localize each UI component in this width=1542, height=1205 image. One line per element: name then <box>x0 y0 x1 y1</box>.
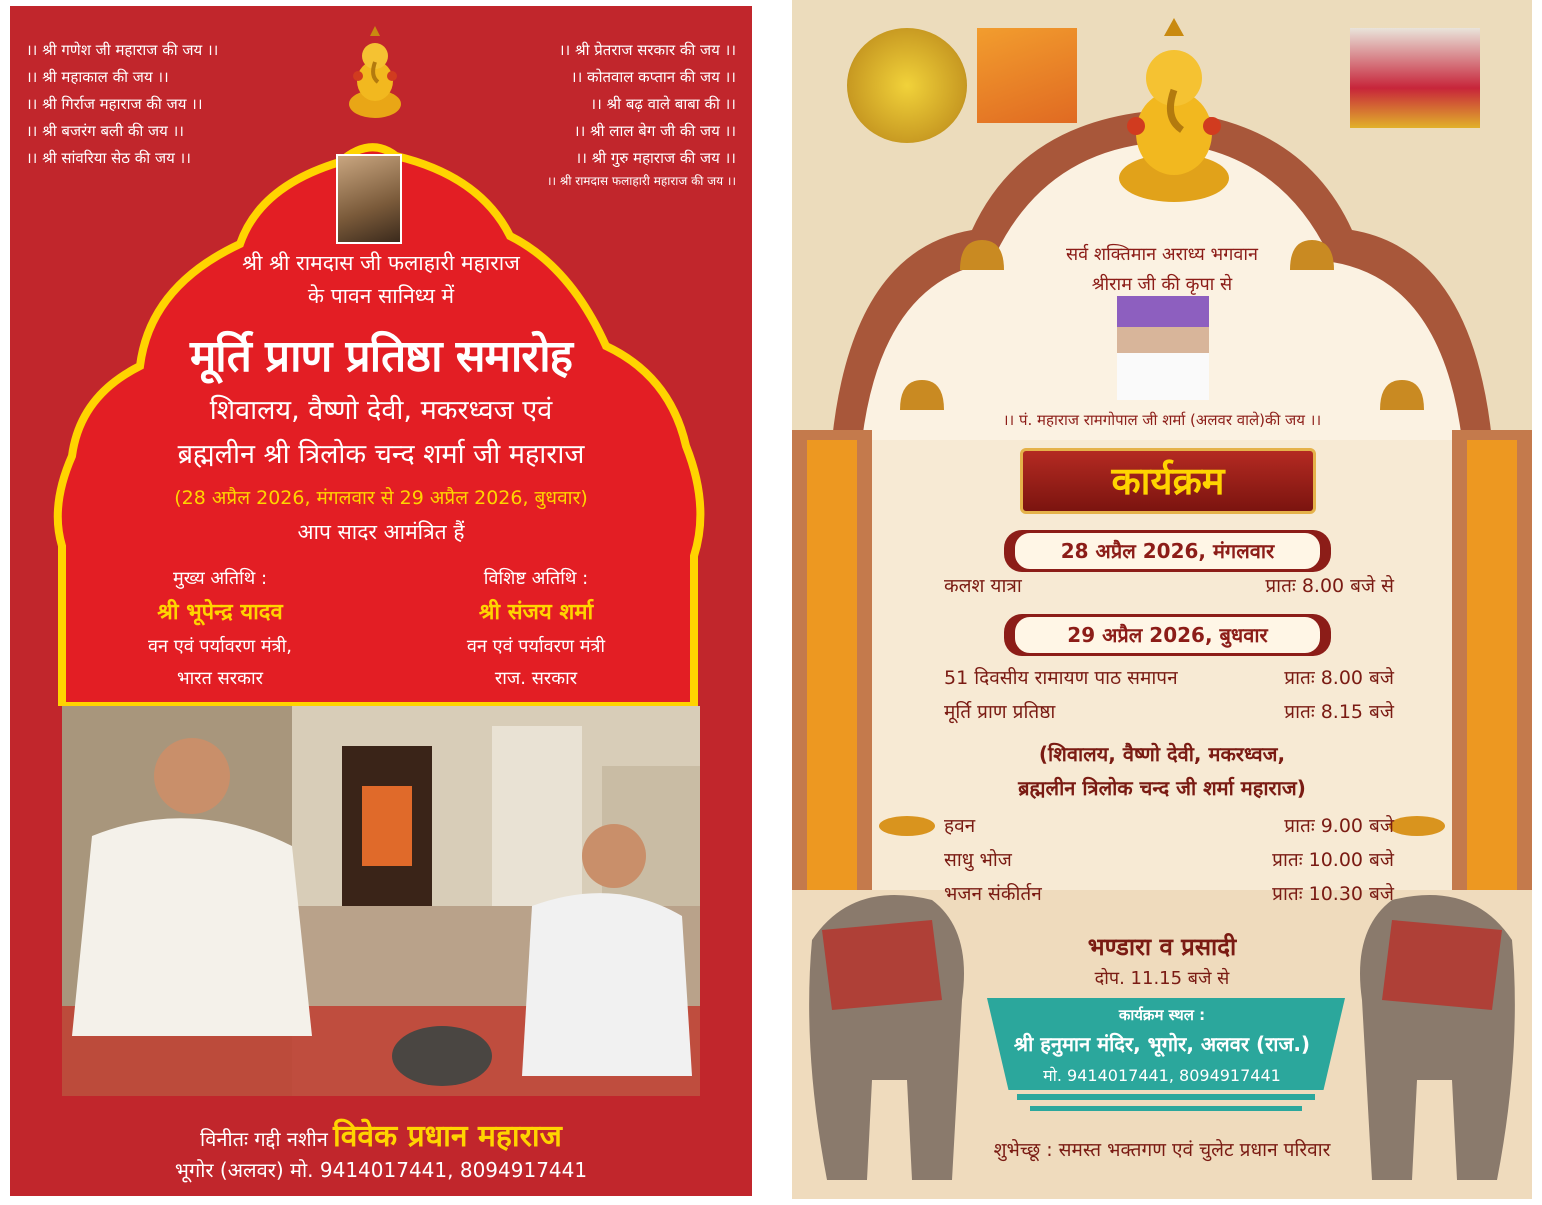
hanuman-image <box>977 28 1077 123</box>
blessing-line: सर्व शक्तिमान अराध्य भगवान <box>1066 244 1258 265</box>
jay-line: ।। श्री बढ़ वाले बाबा की ।। <box>590 95 736 113</box>
footer-prefix: विनीतः गद्दी नशीन <box>200 1127 328 1151</box>
special-guest-name: श्री संजय शर्मा <box>478 600 594 625</box>
program-item-name: हवन <box>944 815 976 837</box>
event-dates: (28 अप्रैल 2026, मंगलवार से 29 अप्रैल 2026, बुधवार) <box>174 487 588 509</box>
bhandara-heading: भण्डारा व प्रसादी <box>1087 933 1237 961</box>
chief-guest-name: श्री भूपेन्द्र यादव <box>157 600 283 625</box>
jay-line: ।। श्री गणेश जी महाराज की जय ।। <box>26 41 219 59</box>
special-guest-role: वन एवं पर्यावरण मंत्री <box>466 636 606 657</box>
chief-guest-role: वन एवं पर्यावरण मंत्री, <box>148 636 292 657</box>
jay-line: ।। श्री सांवरिया सेठ की जय ।। <box>26 149 191 167</box>
venue-label: कार्यक्रम स्थल : <box>1118 1006 1206 1024</box>
special-guest <box>386 566 686 690</box>
jay-line: ।। श्री गुरु महाराज की जय ।। <box>575 149 736 167</box>
venue-name: श्री हनुमान मंदिर, भूगोर, अलवर (राज.) <box>1013 1032 1311 1056</box>
wishes-line: शुभेच्छू : समस्त भक्तगण एवं चुलेट प्रधान परिवार <box>993 1139 1331 1161</box>
shrine-image <box>1350 28 1480 128</box>
event-title: मूर्ति प्राण प्रतिष्ठा समारोह <box>189 331 573 382</box>
program-title: कार्यक्रम <box>1020 448 1316 514</box>
temple-photo <box>62 706 700 1096</box>
deities-line: ब्रह्मलीन त्रिलोक चन्द जी शर्मा महाराज) <box>1018 776 1306 800</box>
bhandara-time: दोप. 11.15 बजे से <box>1094 968 1230 989</box>
day2-heading: 29 अप्रैल 2026, बुधवार <box>1012 614 1323 656</box>
patron-line: के पावन सानिध्य में <box>307 284 455 308</box>
day1-heading: 28 अप्रैल 2026, मंगलवार <box>1012 530 1323 572</box>
program-item-name: 51 दिवसीय रामायण पाठ समापन <box>944 667 1178 689</box>
chief-guest <box>70 566 370 690</box>
deities-line: (शिवालय, वैष्णो देवी, मकरध्वज, <box>1038 742 1286 766</box>
blessing-line: श्रीराम जी की कृपा से <box>1091 274 1233 295</box>
program-item-time: प्रातः 8.15 बजे <box>1284 701 1394 723</box>
ganesha-icon <box>1114 18 1234 208</box>
right-invitation-card <box>792 0 1532 1199</box>
venue-phone: मो. 9414017441, 8094917441 <box>1043 1066 1281 1085</box>
program-item-time: प्रातः 8.00 बजे <box>1284 667 1394 689</box>
chief-guest-role: भारत सरकार <box>176 668 264 689</box>
jay-line: ।। श्री महाकाल की जय ।। <box>26 68 169 86</box>
guru-photo <box>1117 296 1209 400</box>
sacred-image <box>847 28 967 143</box>
venue-stripe <box>1017 1094 1315 1100</box>
program-item-name: कलश यात्रा <box>944 575 1022 597</box>
invite-text: आप सादर आमंत्रित हैं <box>297 520 465 544</box>
footer-line <box>10 1114 752 1155</box>
program-item-time: प्रातः 9.00 बजे <box>1284 815 1394 837</box>
jay-line: ।। श्री रामदास फलाहारी महाराज की जय ।। <box>546 174 736 188</box>
jay-line: ।। श्री गिर्राज महाराज की जय ।। <box>26 95 203 113</box>
program-item-name: साधु भोज <box>944 849 1012 871</box>
left-invitation-card <box>10 6 752 1196</box>
ganesha-icon <box>344 26 406 126</box>
patron-line: श्री श्री रामदास जी फलाहारी महाराज <box>242 251 520 275</box>
saint-photo <box>336 154 402 244</box>
jay-line: ।। कोतवाल कप्तान की जय ।। <box>570 68 736 86</box>
special-guest-role: राज. सरकार <box>494 668 578 689</box>
guru-jay: ।। पं. महाराज रामगोपाल जी शर्मा (अलवर वाले)की जय ।। <box>1002 411 1322 429</box>
event-subtitle: ब्रह्मलीन श्री त्रिलोक चन्द शर्मा जी महाराज <box>177 439 585 470</box>
jay-line: ।। श्री लाल बेग जी की जय ।। <box>573 122 736 140</box>
chief-guest-label: मुख्य अतिथि : <box>172 568 268 589</box>
jay-line: ।। श्री प्रेतराज सरकार की जय ।। <box>558 41 736 59</box>
event-subtitle: शिवालय, वैष्णो देवी, मकरध्वज एवं <box>209 395 553 426</box>
jay-line: ।। श्री बजरंग बली की जय ।। <box>26 122 184 140</box>
program-item-time: प्रातः 10.00 बजे <box>1272 849 1394 871</box>
program-item-time: प्रातः 8.00 बजे से <box>1265 575 1394 597</box>
program-item-name: भजन संकीर्तन <box>944 883 1042 905</box>
venue-stripe <box>1030 1106 1302 1111</box>
program-item-time: प्रातः 10.30 बजे <box>1272 883 1394 905</box>
program-item-name: मूर्ति प्राण प्रतिष्ठा <box>944 701 1056 723</box>
special-guest-label: विशिष्ट अतिथि : <box>483 568 589 589</box>
footer-contact: भूगोर (अलवर) मो. 9414017441, 8094917441 <box>174 1158 588 1182</box>
footer-name: विवेक प्रधान महाराज <box>332 1119 562 1154</box>
